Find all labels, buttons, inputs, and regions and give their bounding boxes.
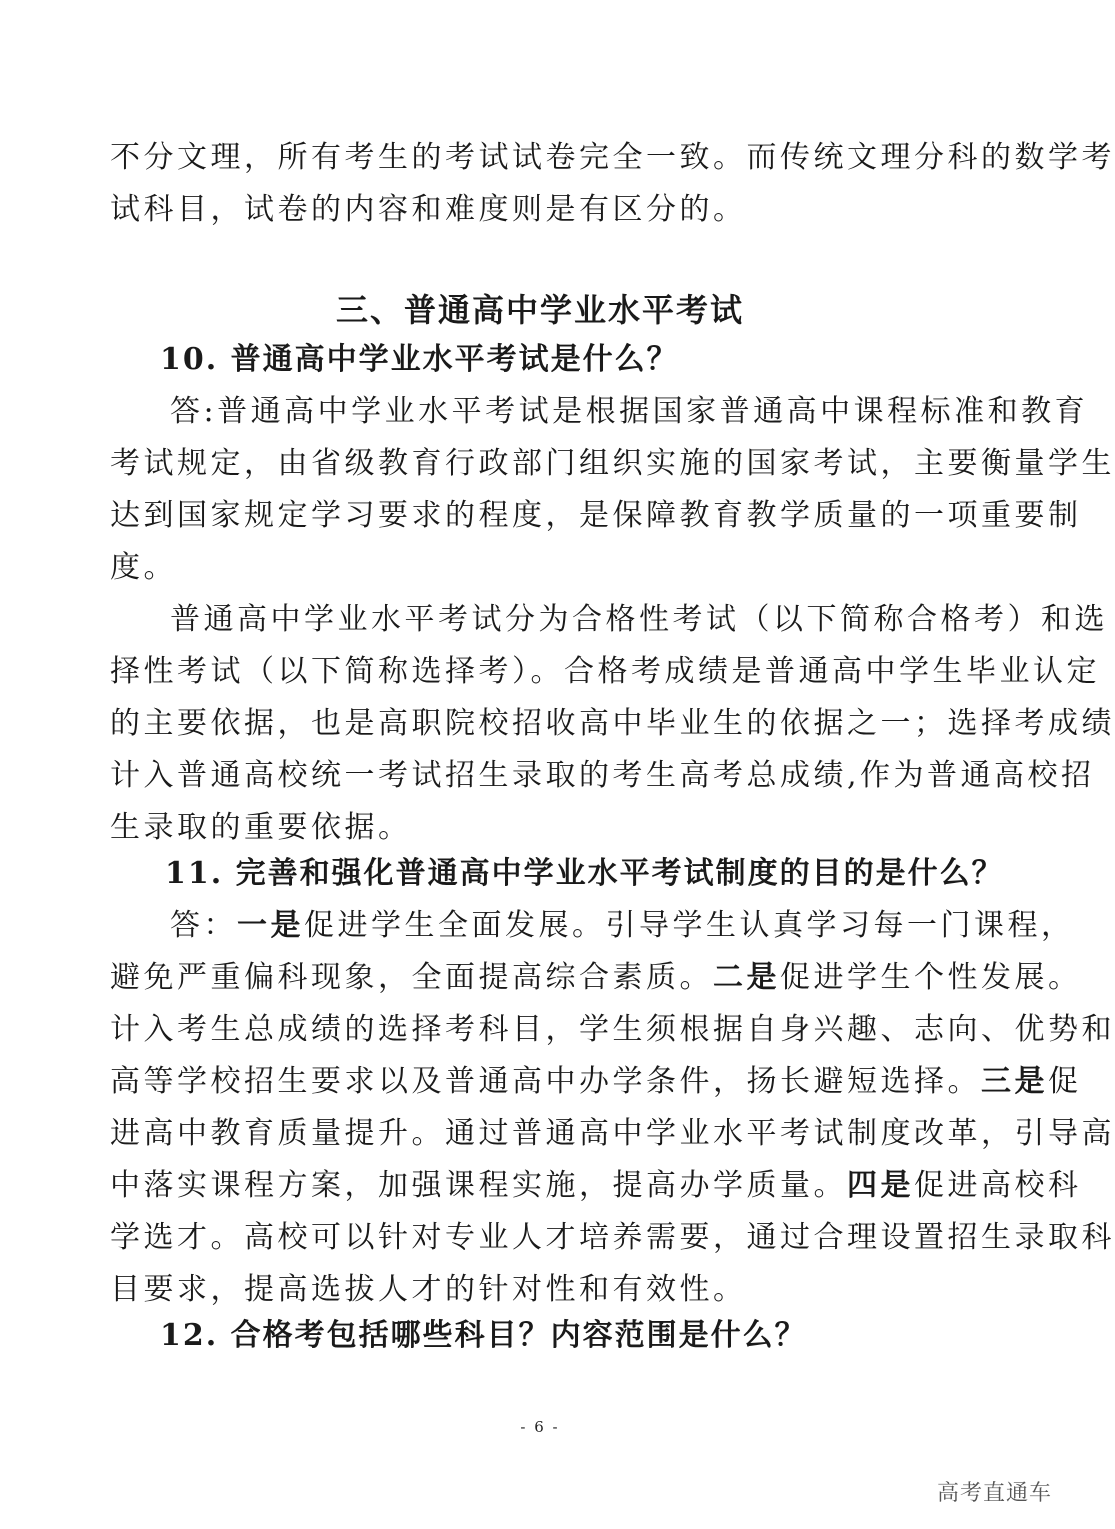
q11-answer-line-7: 学选才。高校可以针对专业人才培养需要，通过合理设置招生录取科 (110, 1220, 1115, 1255)
q10-para2-line-5: 生录取的重要依据。 (110, 810, 412, 845)
q11-answer-line-2: 避免严重偏科现象，全面提高综合素质。二是促进学生个性发展。 (110, 960, 1082, 995)
q11-answer-line-3: 计入考生总成绩的选择考科目，学生须根据自身兴趣、志向、优势和 (110, 1012, 1115, 1047)
q11-answer-line-6: 中落实课程方案，加强课程实施，提高办学质量。四是促进高校科 (110, 1168, 1082, 1203)
q10-para2-line-3: 的主要依据，也是高职院校招收高中毕业生的依据之一；选择考成绩 (110, 706, 1115, 741)
q10-para2-line-2: 择性考试（以下简称选择考）。合格考成绩是普通高中学生毕业认定 (110, 654, 1100, 689)
q10-answer-line-2: 考试规定，由省级教育行政部门组织实施的国家考试，主要衡量学生 (110, 446, 1115, 481)
emphasis-second: 二是 (713, 960, 780, 995)
q11-answer-line-4: 高等学校招生要求以及普通高中办学条件，扬长避短选择。三是促 (110, 1064, 1082, 1099)
q10-para2-line-4: 计入普通高校统一考试招生录取的考生高考总成绩,作为普通高校招 (110, 758, 1095, 793)
page-number: - 6 - (520, 1418, 560, 1436)
q11-answer-line-8: 目要求，提高选拔人才的针对性和有效性。 (110, 1272, 747, 1307)
intro-line-2: 试科目，试卷的内容和难度则是有区分的。 (110, 192, 747, 227)
q10-answer-line-3: 达到国家规定学习要求的程度，是保障教育教学质量的一项重要制 (110, 498, 1082, 533)
question-10: 10. 普通高中学业水平考试是什么？ (160, 342, 679, 377)
question-12: 12. 合格考包括哪些科目？内容范围是什么？ (160, 1318, 807, 1353)
question-11: 11. 完善和强化普通高中学业水平考试制度的目的是什么？ (165, 856, 1004, 891)
q10-answer-line-1: 答:普通高中学业水平考试是根据国家普通高中课程标准和教育 (170, 394, 1089, 429)
q10-para2-line-1: 普通高中学业水平考试分为合格性考试（以下简称合格考）和选 (170, 602, 1108, 637)
q11-answer-line-5: 进高中教育质量提升。通过普通高中学业水平考试制度改革，引导高 (110, 1116, 1115, 1151)
intro-line-1: 不分文理，所有考生的考试试卷完全一致。而传统文理分科的数学考 (110, 140, 1115, 175)
watermark: 高考直通车 (936, 1481, 1052, 1506)
q11-answer-line-1: 答：一是促进学生全面发展。引导学生认真学习每一门课程， (170, 908, 1075, 943)
emphasis-fourth: 四是 (847, 1168, 914, 1203)
emphasis-third: 三是 (981, 1064, 1048, 1099)
emphasis-first: 一是 (237, 908, 304, 943)
q10-answer-line-4: 度。 (110, 550, 177, 585)
section-title: 三、普通高中学业水平考试 (335, 291, 744, 329)
